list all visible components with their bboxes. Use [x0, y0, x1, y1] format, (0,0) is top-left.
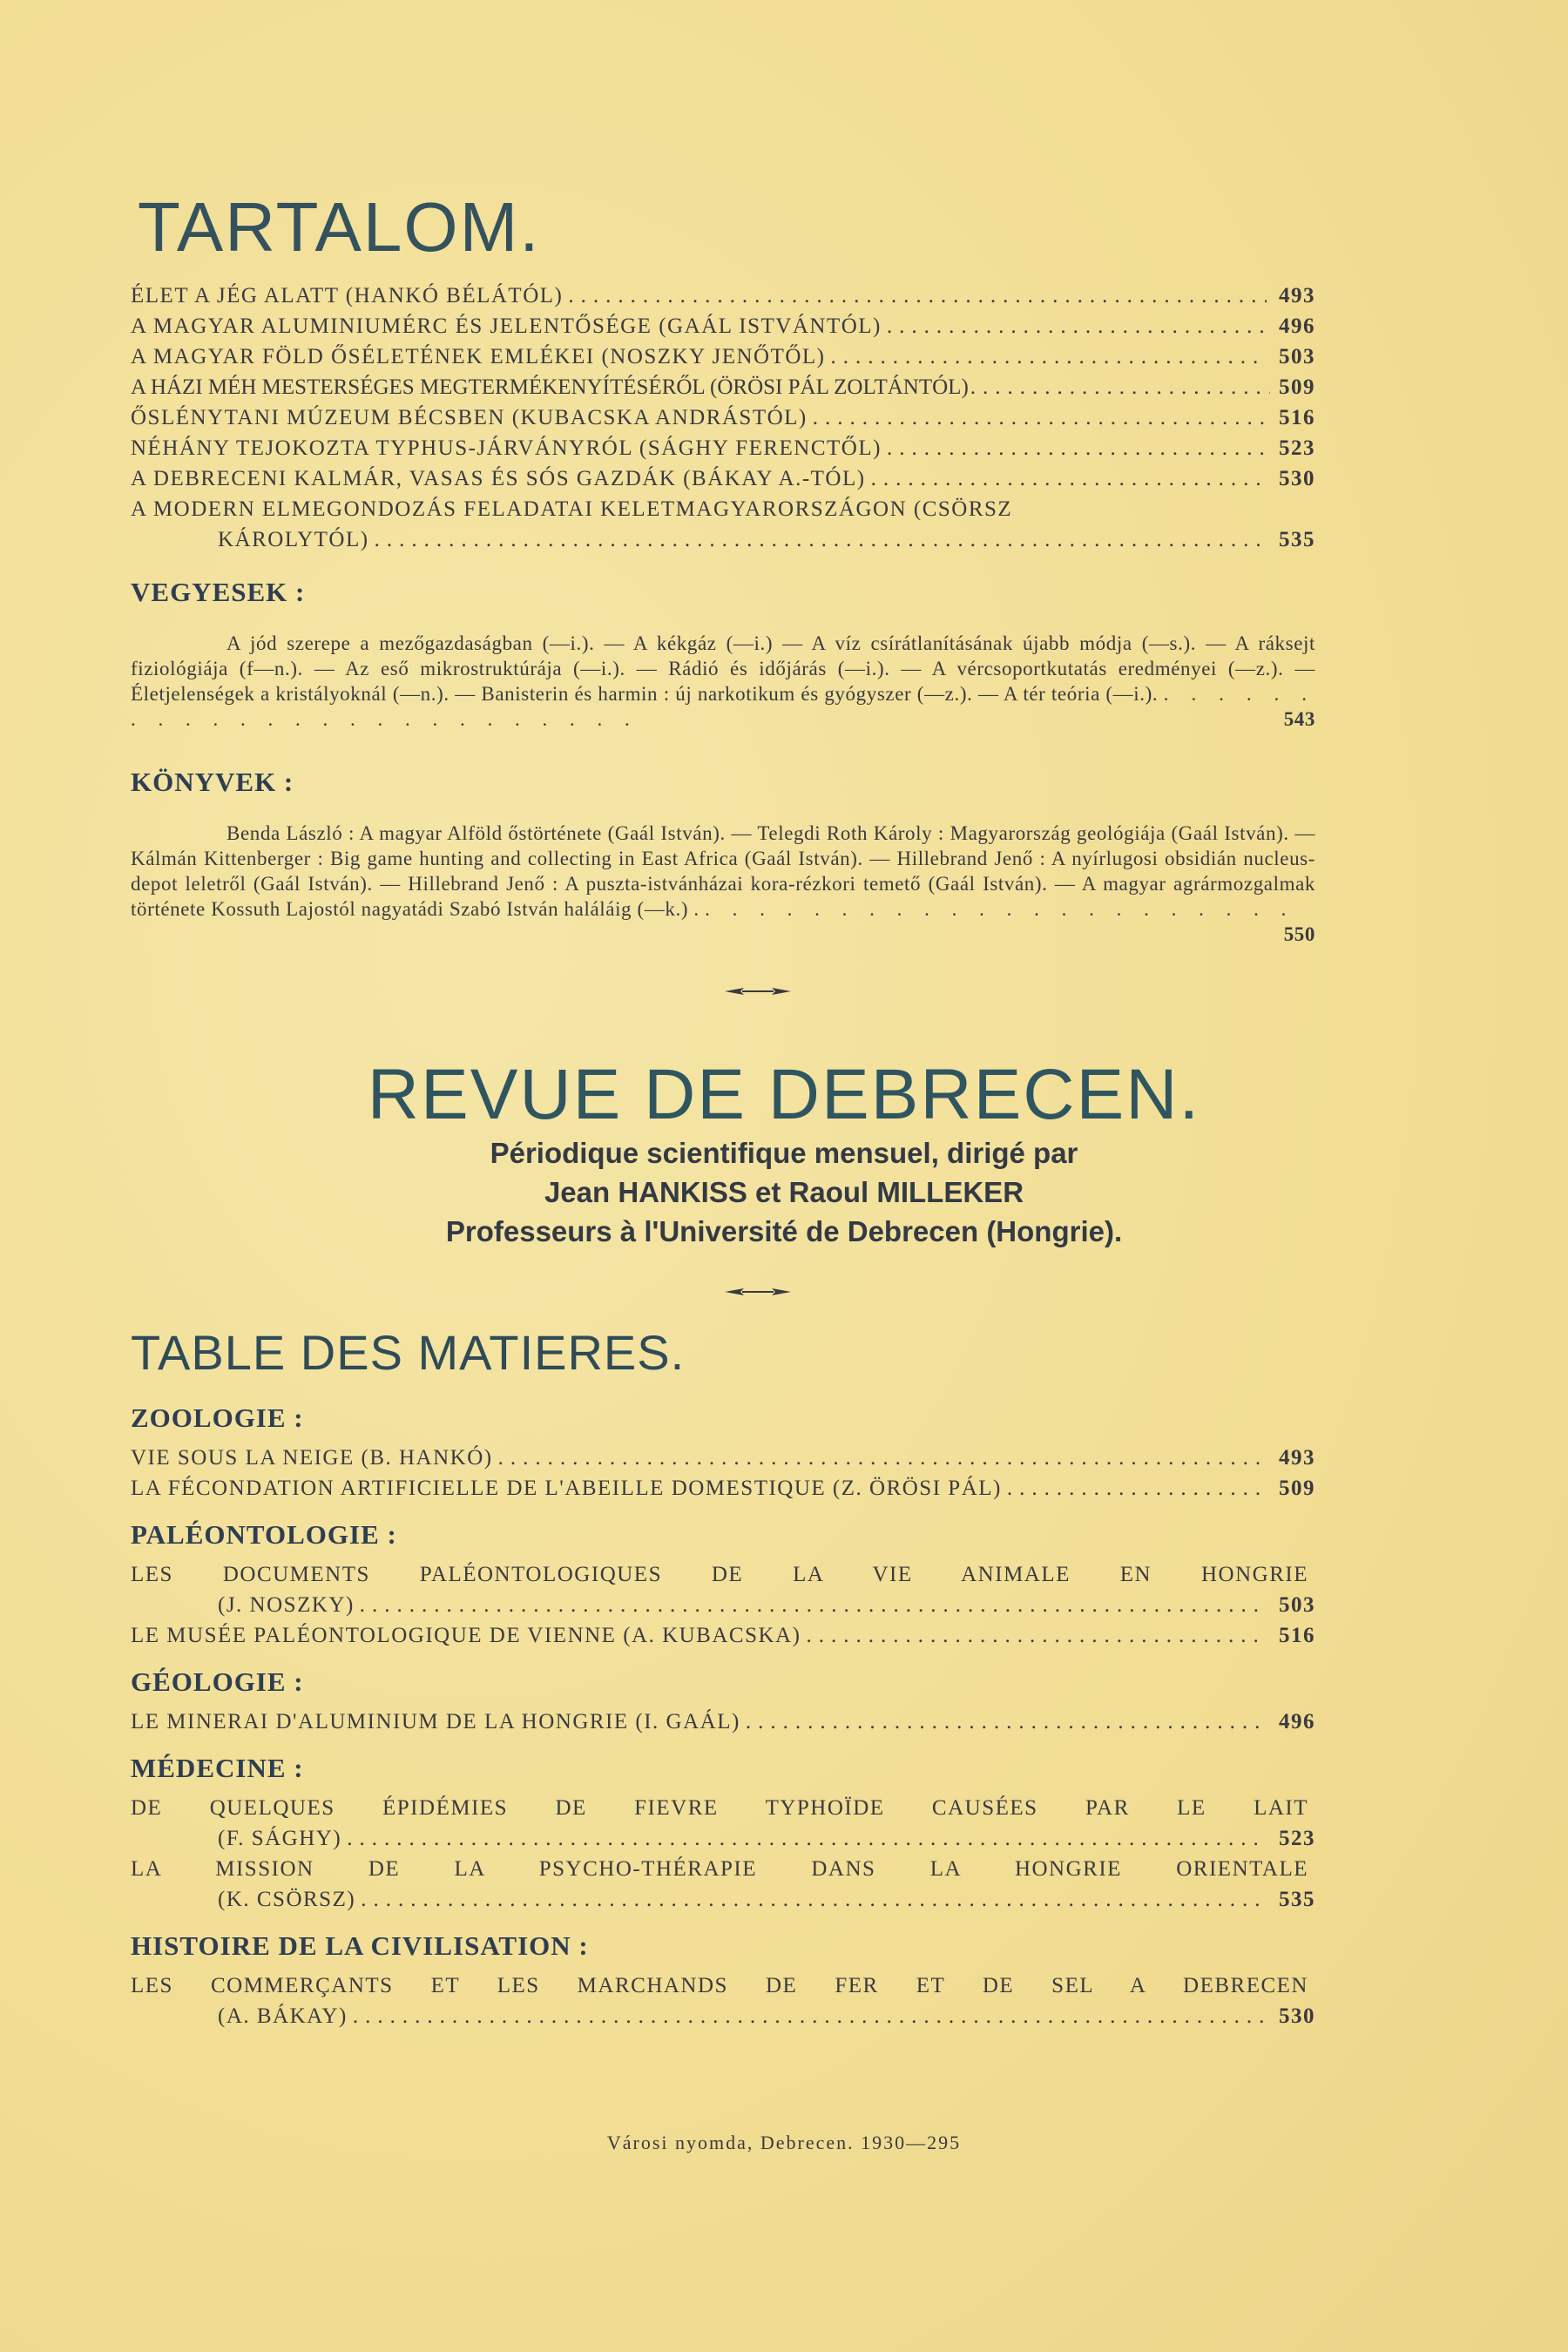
ornament-divider: [723, 987, 793, 996]
toc-entry-title: LE MUSÉE PALÉONTOLOGIQUE DE VIENNE (A. KUBACSKA): [131, 1624, 801, 1647]
toc-entry: [131, 1884, 1315, 1915]
toc-entry: [131, 2001, 1315, 2031]
toc-section: [131, 1402, 1315, 1504]
page-title: TARTALOM.: [138, 188, 541, 266]
ornament-divider: [723, 1288, 793, 1296]
toc-entry-page: 503: [1279, 1593, 1315, 1617]
toc-entry-title: A HÁZI MÉH MESTERSÉGES MEGTERMÉKENYÍTÉSÉRŐL (ÖRÖSI PÁL ZOLTÁNTÓL): [131, 375, 969, 399]
toc-entry: [131, 1823, 1315, 1854]
toc-entry-page: 509: [1279, 1477, 1315, 1500]
section-text: Benda László : A magyar Alföld őstörténete (Gaál István). — Telegdi Roth Károly : Magyarország geológiája (Gaál István). — Kálmán Kittenberger : Big game hunting and collecting in East Africa (Gaál István). — Hillebrand Jenő : A nyírlugosi obsidián nucleus-depot leletről (Gaál István). — Hillebrand Jenő : A puszta-istvánházai kora-rézkori temető (Gaál István). — A magyar agrármozgalmak története Kossuth Lajostól nagyatádi Szabó István haláláig (—k.) .: [131, 822, 1315, 920]
toc-section: [131, 1753, 1315, 1915]
toc-entry: [131, 1473, 1315, 1504]
toc-entry-title: ÉLET A JÉG ALATT (HANKÓ BÉLÁTÓL): [131, 284, 564, 308]
toc-entry-title-cont: (A. BÁKAY): [218, 2004, 348, 2028]
toc-entry-title: LE MINERAI D'ALUMINIUM DE LA HONGRIE (I. GAÁL): [131, 1710, 740, 1734]
leader-dots: [1007, 1473, 1267, 1504]
toc-entry-title: LES DOCUMENTS PALÉONTOLOGIQUES DE LA VIE ANIMALE EN HONGRIE: [131, 1563, 1308, 1586]
toc-entry-title: A MAGYAR FÖLD ŐSÉLETÉNEK EMLÉKEI (NOSZKY JENŐTŐL): [131, 345, 826, 368]
toc-entry: [131, 524, 1315, 555]
toc-entry-page: 530: [1279, 2004, 1315, 2028]
leader-dots: [353, 2001, 1267, 2031]
leader-dots: . . . . . . . . . . . . . . . . . . . . . .: [705, 898, 1295, 920]
leader-dots: [498, 1443, 1267, 1473]
revue-affiliation: Professeurs à l'Université de Debrecen (Hongrie).: [445, 1215, 1123, 1247]
toc-section: [131, 1930, 1315, 2031]
toc-entry: [131, 1620, 1315, 1651]
toc-entry-title: VIE SOUS LA NEIGE (B. HANKÓ): [131, 1446, 493, 1470]
toc-hungarian: [131, 280, 1315, 555]
section-heading: HISTOIRE DE LA CIVILISATION :: [131, 1930, 589, 1961]
toc-entry: [131, 1590, 1315, 1620]
leader-dots: [568, 280, 1267, 311]
toc-entry-page: 496: [1279, 1710, 1315, 1734]
toc-entry-title: LA FÉCONDATION ARTIFICIELLE DE L'ABEILLE DOMESTIQUE (Z. ÖRÖSI PÁL): [131, 1477, 1002, 1500]
toc-section: [131, 1519, 1315, 1651]
toc-entry-title: NÉHÁNY TEJOKOZTA TYPHUS-JÁRVÁNYRÓL (SÁGHY FERENCTŐL): [131, 436, 882, 460]
section-heading: MÉDECINE :: [131, 1753, 304, 1783]
toc-french: [131, 1402, 1315, 2031]
toc-entry-title: DE QUELQUES ÉPIDÉMIES DE FIEVRE TYPHOÏDE CAUSÉES PAR LE LAIT: [131, 1796, 1308, 1820]
toc-entry: [131, 341, 1315, 372]
toc-entry: [131, 280, 1315, 311]
leader-dots: [361, 1884, 1267, 1915]
toc-entry-title: LES COMMERÇANTS ET LES MARCHANDS DE FER ET DE SEL A DEBRECEN: [131, 1974, 1308, 1997]
section-heading: GÉOLOGIE :: [131, 1666, 304, 1697]
leader-dots: [871, 463, 1267, 494]
revue-subtitle: Périodique scientifique mensuel, dirigé par: [490, 1137, 1078, 1169]
toc-entry-page: 493: [1279, 1446, 1315, 1470]
toc-entry-title: A MODERN ELMEGONDOZÁS FELADATAI KELETMAGYARORSZÁGON (CSÖRSZ: [131, 497, 1013, 521]
leader-dots: [806, 1620, 1267, 1651]
leader-dots: [813, 402, 1267, 433]
toc-entry-page: 493: [1279, 284, 1315, 308]
toc-entry: [131, 463, 1315, 494]
revue-title: REVUE DE DEBRECEN.: [367, 1055, 1201, 1134]
toc-entry: [131, 311, 1315, 341]
leader-dots: [746, 1707, 1267, 1737]
toc-section: [131, 1666, 1315, 1737]
toc-entry: [131, 372, 1315, 402]
section-heading: ZOOLOGIE :: [131, 1402, 304, 1433]
section-konyvek: [131, 767, 1315, 947]
toc-entry-title: A DEBRECENI KALMÁR, VASAS ÉS SÓS GAZDÁK (BÁKAY A.-TÓL): [131, 467, 866, 490]
toc-entry-title-cont: (F. SÁGHY): [218, 1827, 342, 1850]
leader-dots: [360, 1590, 1267, 1620]
toc-entry-page: 535: [1279, 1888, 1315, 1911]
toc-entry-page: 523: [1279, 436, 1315, 460]
toc-entry: [131, 402, 1315, 433]
toc-entry-title-cont: KÁROLYTÓL): [218, 528, 369, 551]
section-page: 543: [1283, 708, 1315, 730]
toc-entry-title: ŐSLÉNYTANI MÚZEUM BÉCSBEN (KUBACSKA ANDRÁSTÓL): [131, 406, 808, 429]
toc-entry-page: 523: [1279, 1827, 1315, 1850]
leader-dots: [970, 372, 1270, 402]
section-heading: VEGYESEK :: [131, 577, 306, 607]
toc-entry-title-cont: (K. CSÖRSZ): [218, 1888, 356, 1911]
toc-entry-page: 516: [1279, 1624, 1315, 1647]
section-body: [131, 821, 1315, 945]
toc-entry-page: 496: [1279, 314, 1315, 338]
section-heading: KÖNYVEK :: [131, 767, 294, 797]
toc-entry-title: A MAGYAR ALUMINIUMÉRC ÉS JELENTŐSÉGE (GAÁL ISTVÁNTÓL): [131, 314, 882, 338]
section-page: 550: [1283, 923, 1315, 945]
section-text: A jód szerepe a mezőgazdaságban (—i.). — A kékgáz (—i.) — A víz csírátlanításának újabb módja (—s.). — A ráksejt fiziológiája (f—n.). — Az eső mikrostruktúrája (—i.). — Rádió és időjárás (—i.). — A vércsoportkutatás eredményei (—z.). — Életjelenségek a kristályoknál (—n.). — Banisterin és harmin : új narkotikum és gyógyszer (—z.). — A tér teória (—i.).: [131, 632, 1315, 705]
toc-entry-title: LA MISSION DE LA PSYCHO-THÉRAPIE DANS LA HONGRIE ORIENTALE: [131, 1857, 1308, 1881]
leader-dots: . . . . . . . . . . . . . . . . . . . . . . . . .: [131, 683, 1315, 730]
leader-dots: [831, 341, 1267, 372]
toc-entry-page: 535: [1279, 528, 1315, 551]
toc-entry: [131, 1443, 1315, 1473]
toc-entry: [131, 1707, 1315, 1737]
toc-entry-page: 516: [1279, 406, 1315, 429]
printer-footer: Városi nyomda, Debrecen. 1930—295: [606, 2132, 962, 2153]
revue-editors: Jean HANKISS et Raoul MILLEKER: [544, 1176, 1024, 1208]
section-body: [131, 631, 1315, 732]
table-title: TABLE DES MATIERES.: [131, 1325, 686, 1380]
section-vegyesek: [131, 577, 1315, 732]
leader-dots: [347, 1823, 1267, 1854]
toc-entry-title-cont: (J. NOSZKY): [218, 1593, 355, 1617]
leader-dots: [375, 524, 1267, 555]
toc-entry: [131, 433, 1315, 463]
leader-dots: [887, 433, 1267, 463]
toc-entry-page: 503: [1279, 345, 1315, 368]
toc-entry-page: 509: [1279, 375, 1315, 399]
section-heading: PALÉONTOLOGIE :: [131, 1519, 397, 1550]
toc-entry-page: 530: [1279, 467, 1315, 490]
leader-dots: [887, 311, 1267, 341]
